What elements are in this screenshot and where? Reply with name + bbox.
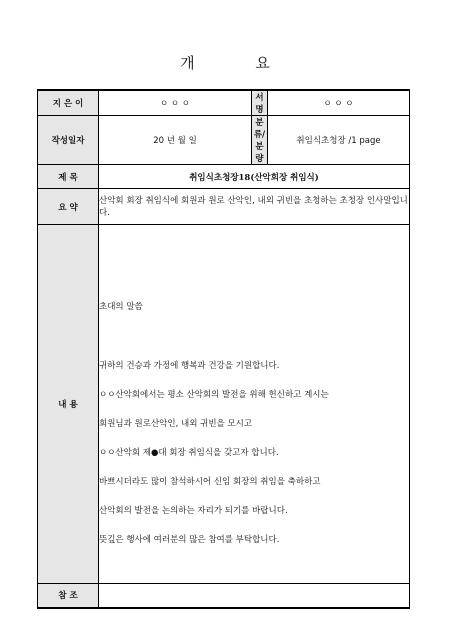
author-value: ㅇ ㅇ ㅇ bbox=[99, 90, 252, 116]
body-line: 바쁘시더라도 많이 참석하시어 신임 회장의 취임을 축하하고 bbox=[99, 477, 321, 487]
category-value: 취임식초청장 /1 page bbox=[268, 116, 410, 165]
category-label: 분류/분량 bbox=[252, 116, 268, 165]
page-title: 개 요 bbox=[180, 54, 298, 72]
author-label: 지 은 이 bbox=[38, 90, 99, 116]
author-row bbox=[38, 90, 410, 116]
signature-value: ㅇ ㅇ ㅇ bbox=[268, 90, 410, 116]
subject-row bbox=[38, 165, 410, 189]
content-row bbox=[38, 225, 410, 584]
body-line: ㅇㅇ산악회 제●대 회장 취임식을 갖고자 합니다. bbox=[99, 448, 279, 458]
reference-value bbox=[99, 584, 410, 608]
body-line: 회원님과 원로산악인, 내외 귀빈을 모시고 bbox=[99, 419, 253, 429]
summary-value: 산악회 회장 취임식에 회원과 원로 산악인, 내외 귀빈을 초청하는 초청장 인사말입니다. bbox=[99, 189, 410, 225]
date-row bbox=[38, 116, 410, 165]
subject-label: 제 목 bbox=[38, 165, 99, 189]
body-line: 귀하의 건승과 가정에 행복과 건강을 기원합니다. bbox=[99, 361, 280, 371]
content-label: 내 용 bbox=[38, 225, 99, 584]
body-line: 뜻깊은 행사에 여러분의 많은 참여를 부탁합니다. bbox=[99, 535, 280, 545]
reference-label: 참 조 bbox=[38, 584, 99, 608]
date-label: 작성일자 bbox=[38, 116, 99, 165]
subject-value: 취임식초청장18(산악회장 취임식) bbox=[99, 165, 410, 189]
summary-row bbox=[38, 189, 410, 225]
content-body bbox=[99, 225, 410, 584]
body-line: ㅇㅇ산악회에서는 평소 산악회의 발전을 위해 헌신하고 계시는 bbox=[99, 390, 329, 400]
body-line: 산악회의 발전을 논의하는 자리가 되기를 바랍니다. bbox=[99, 506, 288, 516]
overview-table bbox=[37, 89, 410, 609]
reference-row bbox=[38, 584, 410, 608]
summary-label: 요 약 bbox=[38, 189, 99, 225]
signature-label: 서 명 bbox=[252, 90, 268, 116]
greeting-text: 초대의 말씀 bbox=[99, 302, 143, 312]
body-lines bbox=[99, 360, 409, 563]
date-value: 20 년 월 일 bbox=[99, 116, 252, 165]
